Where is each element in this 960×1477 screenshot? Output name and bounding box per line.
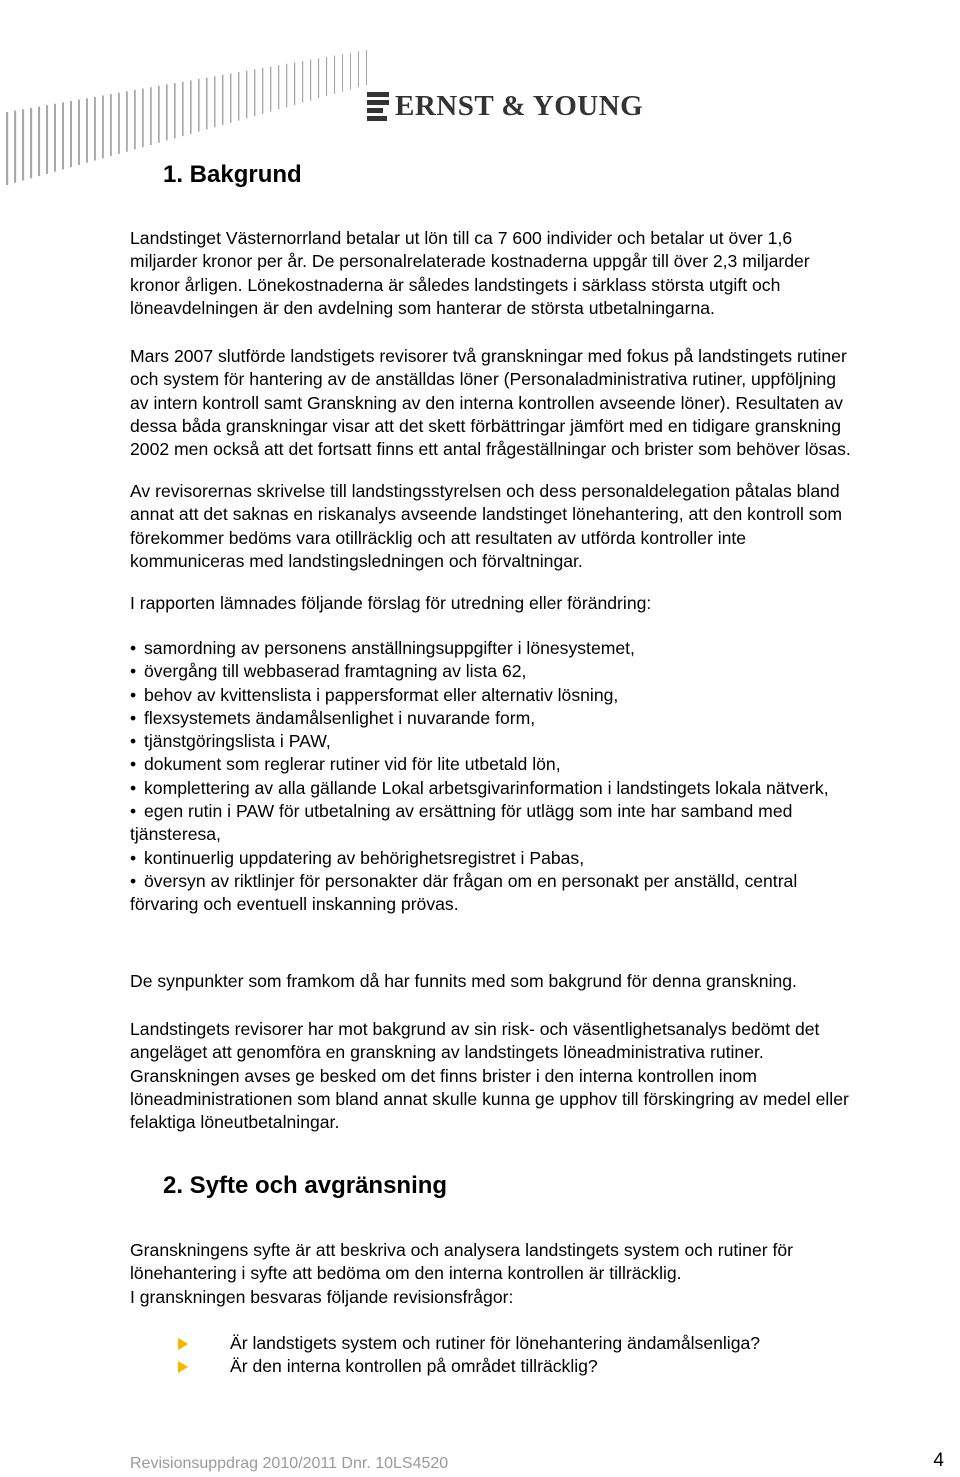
paragraph-line: löneavdelningen är den avdelning som hanterar de största utbetalningarna. [130, 297, 715, 318]
paragraph-line: felaktiga löneutbetalningar. [130, 1112, 340, 1133]
decorative-bar [254, 69, 255, 116]
decorative-bar [318, 58, 319, 98]
paragraph-line: kommuniceras med landstingsledningen och förvaltningar. [130, 550, 583, 571]
paragraph-line: angeläget att genomföra en granskning av landstingets löneadministrativa rutiner. [130, 1042, 764, 1063]
list-item: • kontinuerlig uppdatering av behörighetsregistret i Pabas, [130, 847, 585, 868]
page-number: 4 [933, 1450, 944, 1471]
decorative-bar [302, 61, 303, 103]
paragraph-line: miljarder kronor per år. De personalrelaterade kostnaderna uppgår till över 2,3 miljarder [130, 251, 810, 272]
list-item: • flexsystemets ändamålsenlighet i nuvarande form, [130, 707, 536, 728]
arrow-bullet-icon [178, 1338, 188, 1350]
decorative-bar [206, 78, 208, 130]
list-item: • övergång till webbaserad framtagning av lista 62, [130, 661, 527, 682]
paragraph-2 [130, 345, 950, 461]
decorative-bar [174, 83, 176, 138]
decorative-bar [238, 72, 239, 121]
paragraph-line: I granskningen besvaras följande revisionsfrågor: [130, 1286, 514, 1307]
paragraph-line: Mars 2007 slutförde landstigets revisorer två granskningar med fokus på landstingets rutiner [130, 346, 847, 366]
decorative-bar [246, 71, 247, 119]
list-item: • dokument som reglerar rutiner vid för lite utbetald lön, [130, 754, 561, 775]
decorative-bar [342, 54, 343, 92]
logo-text: ERNST & YOUNG [395, 89, 644, 122]
paragraph-line: Granskningen avses ge besked om det finns brister i den interna kontrollen inom [130, 1065, 757, 1086]
decorative-bar [366, 50, 367, 85]
paragraph-line: annat att det saknas en riskanalys avseende landstinget lönehantering, att den kontroll som [130, 504, 843, 525]
decorative-bar [78, 100, 80, 165]
list-item-continuation: förvaring och eventuell inskanning prövas. [130, 894, 459, 915]
paragraph-7 [130, 1239, 950, 1309]
decorative-bar [134, 90, 136, 149]
decorative-bar [22, 109, 24, 180]
decorative-bar [334, 56, 335, 94]
paragraph-line: lönehantering i syfte att bedöma om den interna kontrollen är tillräcklig. [130, 1263, 682, 1284]
question-item: Är landstigets system och rutiner för lönehantering ändamålsenliga? [130, 1332, 950, 1355]
paragraph-line: Landstingets revisorer har mot bakgrund av sin risk- och väsentlighetsanalys bedömt det [130, 1019, 820, 1039]
decorative-bar [182, 82, 184, 136]
decorative-bar [126, 91, 128, 151]
list-item-continuation: tjänsteresa, [130, 824, 221, 845]
decorative-bar [166, 84, 168, 140]
paragraph-4: I rapporten lämnades följande förslag för utredning eller förändring: [130, 593, 652, 613]
paragraph-1 [130, 227, 950, 320]
decorative-bar [150, 87, 152, 145]
paragraph-line: kronor årligen. Lönekostnaderna är således landstingets i särklass största utgift och [130, 274, 781, 295]
arrow-bullet-icon [178, 1361, 188, 1373]
decorative-bar [222, 75, 223, 125]
list-item: • behov av kvittenslista i pappersformat eller alternativ lösning, [130, 684, 619, 705]
paragraph-line: löneadministrationen som bland annat skulle kunna ge upphov till förskingring av medel eller [130, 1088, 849, 1109]
paragraph-line: Granskningens syfte är att beskriva och analysera landstingets system och rutiner för [130, 1240, 794, 1260]
ernst-young-logo [367, 86, 643, 126]
decorative-bar [158, 86, 160, 143]
paragraph-line: Av revisorernas skrivelse till landstingsstyrelsen och dess personaldelegation påtalas bland [130, 481, 840, 501]
list-item: • tjänstgöringslista i PAW, [130, 731, 331, 752]
decorative-bar [30, 108, 32, 178]
paragraph-6 [130, 1018, 950, 1134]
decorative-bar [262, 68, 263, 114]
decorative-bar [326, 57, 327, 96]
footer-reference: Revisionsuppdrag 2010/2011 Dnr. 10LS4520 [130, 1455, 449, 1472]
decorative-bar [142, 89, 144, 148]
paragraph-5: De synpunkter som framkom då har funnits med som bakgrund för denna granskning. [130, 971, 797, 991]
decorative-bar [190, 80, 192, 134]
paragraph-3 [130, 480, 950, 573]
decorative-bar [6, 112, 8, 185]
list-item: • samordning av personens anställningsuppgifter i lönesystemet, [130, 638, 635, 658]
question-list [130, 1332, 950, 1379]
ey-stripes-icon [367, 92, 389, 121]
decorative-bar [110, 94, 112, 156]
decorative-bar [46, 105, 48, 174]
paragraph-line: av intern kontroll samt Granskning av den interna kontrollen avseende löner). Resultaten av [130, 392, 843, 413]
decorative-bar [102, 95, 104, 158]
decorative-bar [230, 73, 231, 122]
decorative-bar [294, 62, 295, 105]
question-item: Är den interna kontrollen på området tillräcklig? [130, 1355, 950, 1378]
section-heading-bakgrund: 1. Bakgrund [163, 161, 302, 188]
proposal-list [130, 637, 950, 917]
decorative-bar [70, 101, 72, 167]
decorative-bar [54, 104, 56, 172]
paragraph-line: och system för hantering av de anställdas löner (Personaladministrativa rutiner, uppföljning [130, 369, 837, 390]
list-item: • komplettering av alla gällande Lokal arbetsgivarinformation i landstingets lokala nätverk, [130, 777, 829, 798]
decorative-bar [118, 93, 120, 154]
decorative-bar [286, 64, 287, 107]
decorative-bar [350, 53, 351, 90]
decorative-bar [38, 106, 40, 176]
decorative-bar [358, 51, 359, 87]
decorative-bar [62, 102, 64, 169]
decorative-bar [270, 67, 271, 112]
section-heading-syfte: 2. Syfte och avgränsning [163, 1172, 448, 1199]
paragraph-line: dessa båda granskningar visar att det skett förbättringar jämfört med en tidigare granskning [130, 415, 841, 436]
list-item: • egen rutin i PAW för utbetalning av ersättning för utlägg som inte har samband med [130, 801, 793, 822]
decorative-bar [86, 98, 88, 163]
paragraph-line: 2002 men också att det fortsatt finns ett antal frågeställningar och brister som behöver lösas. [130, 439, 851, 460]
decorative-bar [214, 76, 216, 127]
list-item: • översyn av riktlinjer för personakter där frågan om en personakt per anställd, central [130, 870, 798, 891]
decorative-bar [278, 65, 279, 109]
decorative-bar [14, 111, 16, 183]
decorative-bar [94, 97, 96, 161]
decorative-bar [310, 60, 311, 101]
paragraph-line: Landstinget Västernorrland betalar ut lön till ca 7 600 individer och betalar ut över 1,6 [130, 228, 793, 248]
decorative-bar [198, 79, 200, 132]
paragraph-line: förekommer bedöms vara otillräcklig och att resultaten av utförda kontroller inte [130, 527, 747, 548]
